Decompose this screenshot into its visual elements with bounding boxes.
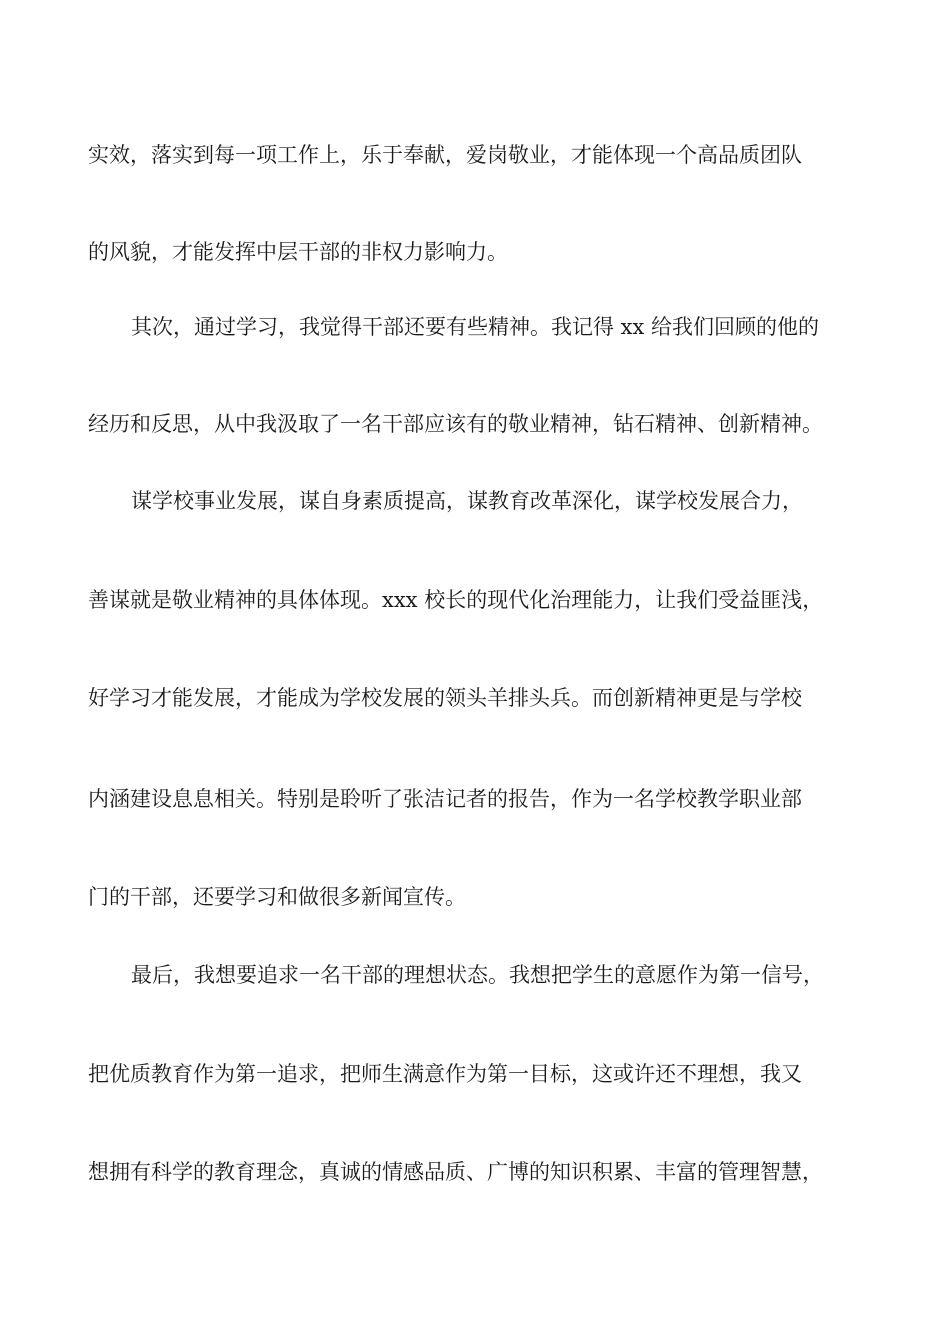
paragraph-start-line: 谋学校事业发展，谋自身素质提高，谋教育改革深化，谋学校发展合力， bbox=[131, 489, 803, 513]
text-line: 好学习才能发展，才能成为学校发展的领头羊排头兵。而创新精神更是与学校 bbox=[88, 686, 802, 710]
text-line: 实效，落实到每一项工作上，乐于奉献，爱岗敬业，才能体现一个高品质团队 bbox=[88, 143, 802, 167]
text-line: 内涵建设息息相关。特别是聆听了张洁记者的报告，作为一名学校教学职业部 bbox=[88, 787, 802, 811]
text-line: 经历和反思，从中我汲取了一名干部应该有的敬业精神，钻石精神、创新精神。 bbox=[88, 412, 823, 436]
paragraph-start-line: 最后，我想要追求一名干部的理想状态。我想把学生的意愿作为第一信号， bbox=[131, 963, 824, 987]
text-line: 善谋就是敬业精神的具体体现。xxx 校长的现代化治理能力，让我们受益匪浅， bbox=[88, 588, 824, 612]
text-line: 想拥有科学的教育理念，真诚的情感品质、广博的知识积累、丰富的管理智慧， bbox=[88, 1160, 823, 1184]
text-line: 的风貌，才能发挥中层干部的非权力影响力。 bbox=[88, 240, 508, 264]
text-line: 门的干部，还要学习和做很多新闻宣传。 bbox=[88, 885, 466, 909]
text-line: 把优质教育作为第一追求，把师生满意作为第一目标，这或许还不理想，我又 bbox=[88, 1062, 802, 1086]
paragraph-start-line: 其次，通过学习，我觉得干部还要有些精神。我记得 xx 给我们回顾的他的 bbox=[131, 315, 820, 339]
